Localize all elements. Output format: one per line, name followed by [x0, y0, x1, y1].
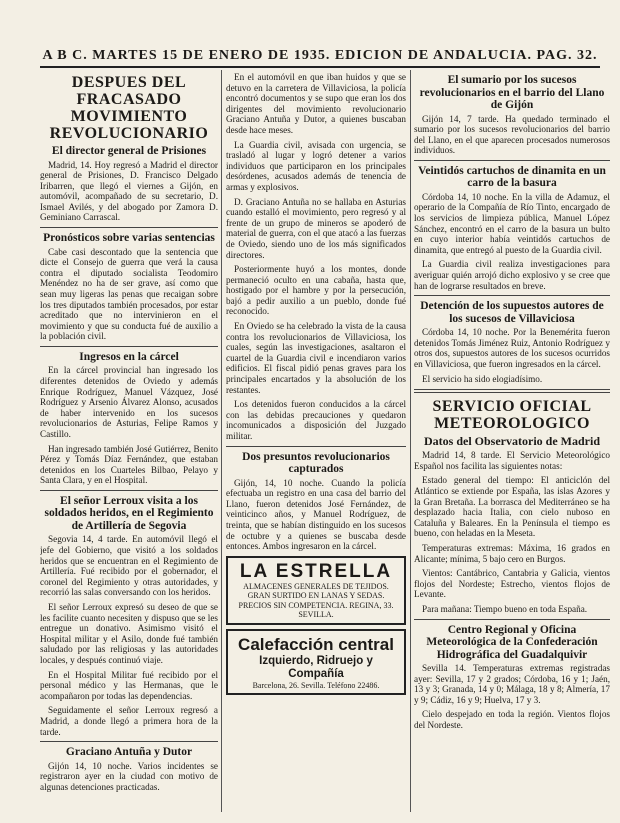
- paragraph: Vientos: Cantábrico, Cantabria y Galicia, vientos flojos del Nordeste; Estrecho, vientos flojos de Levante.: [414, 568, 610, 600]
- paragraph: Estado general del tiempo: El anticiclón del Atlántico se extiende por España, las islas Azores y la Gran Bretaña. La borrasca del Mediterráneo se ha desplazado hacia Italia, con cielo nuboso en Cataluña y Baleares. En la Península el tiempo es bueno, con heladas en la Meseta.: [414, 475, 610, 539]
- ad-title: LA ESTRELLA: [239, 560, 393, 582]
- divider: [414, 295, 610, 296]
- column-1: [40, 72, 218, 812]
- headline-director-prisiones: El director general de Prisiones: [51, 145, 207, 157]
- headline-villaviciosa: Detención de los supuestos autores de los sucesos de Villaviciosa: [420, 300, 604, 325]
- divider: [40, 227, 218, 228]
- paragraph: Los detenidos fueron conducidos a la cárcel con las debidas precauciones y quedaron incomunicados a disposición del Juzgado militar.: [226, 399, 406, 441]
- headline-ingresos-carcel: Ingresos en la cárcel: [79, 350, 179, 363]
- headline-dos-revolucionarios: Dos presuntos revolucionarios capturados: [242, 450, 390, 476]
- ad-address: Barcelona, 26. Sevilla. Teléfono 22486.: [252, 680, 380, 690]
- divider: [40, 741, 218, 742]
- paragraph: Córdoba 14, 10 noche. Por la Benemérita fueron detenidos Tomás Jiménez Ruiz, Antonio Rodríguez y otros dos, supuestos autores de los sucesos ocurridos en Villaviciosa, que fueron ingresados en la cárcel.: [414, 327, 610, 369]
- advertisement-la-estrella: [226, 556, 406, 625]
- divider: [414, 619, 610, 620]
- paragraph: Seguidamente el señor Lerroux regresó a Madrid, a donde llegó a primera hora de la tarde.: [40, 705, 218, 737]
- paragraph: Posteriormente huyó a los montes, donde permaneció oculto en una cabaña, hasta que, hostigado por el hambre y por la persecución, bajó a pedir auxilio a un pueblo, donde fué reconocido.: [226, 264, 406, 317]
- paragraph: Temperaturas extremas: Máxima, 16 grados en Alicante; mínima, 5 bajo cero en Burgos.: [414, 542, 610, 564]
- paragraph: Gijón 14, 10 noche. Varios incidentes se registraron ayer en la ciudad con motivo de algunas detenciones practicadas.: [40, 760, 218, 792]
- paragraph: Sevilla 14. Temperaturas extremas registradas ayer: Sevilla, 17 y 2 grados; Córdoba, 16 y 1; Jaén, 13 y 3; Granada, 14 y 0; Málaga, 18 y 8; Almería, 17 y 9; Cádiz, 16 y 9; Huelva, 17 y 3.: [414, 663, 610, 705]
- ad-subtitle: Izquierdo, Ridruejo y Compañía: [259, 654, 373, 680]
- paragraph: El señor Lerroux expresó su deseo de que se les facilite cuanto necesiten y dispuso que se les entregue un donativo. Asimismo visitó el Hospital militar y el Asilo, donde fué también saludado por las religiosas y las autoridades locales, y después continuó viaje.: [40, 602, 218, 665]
- divider: [414, 389, 610, 393]
- paragraph: En la cárcel provincial han ingresado los diferentes detenidos de Oviedo y además Enrique Rodríguez, Manuel Vázquez, José Rodríguez y Arsenio Álvarez Alonso, acusados de haber intervenido en los sucesos revolucionarios de Asturias, Felipe Ramos y Castillo.: [40, 365, 218, 439]
- main-headline: DESPUES DEL FRACASADO MOVIMIENTO REVOLUCIONARIO: [49, 74, 209, 142]
- headline-centro-regional: Centro Regional y Oficina Meteorológica de la Confederación Hidrográfica del Guadalquivir: [426, 623, 598, 661]
- column-2: [226, 72, 406, 812]
- divider: [226, 446, 406, 447]
- paragraph: D. Graciano Antuña no se hallaba en Asturias cuando estalló el movimiento, pero regresó y al frente de un grupo de mineros se apoderó de material de guerra, con el que atacó a las fuerzas de Oviedo, siendo uno de los más significados directores.: [226, 196, 406, 260]
- paragraph: Gijón 14, 7 tarde. Ha quedado terminado el sumario por los sucesos revolucionarios del barrio del Llano, en el que aparecen procesados numerosos individuos.: [414, 113, 610, 156]
- column-rule-1: [221, 70, 222, 812]
- ad-text: ALMACENES GENERALES DE TEJIDOS. GRAN SURTIDO EN LANAS Y SEDAS. PRECIOS SIN COMPETENCIA. REGINA, 33. SEVILLA.: [238, 581, 394, 620]
- paragraph: La Guardia civil realiza investigaciones para averiguar quién arrojó dicho explosivo y se cree que han de lograrse resultados en breve.: [414, 259, 610, 291]
- paragraph: El servicio ha sido elogiadísimo.: [422, 373, 543, 384]
- headline-observatorio-madrid: Datos del Observatorio de Madrid: [424, 434, 600, 449]
- paragraph: Córdoba 14, 10 noche. En la villa de Adamuz, el operario de la Compañía de Río Tinto, encargado de los servicios de limpieza pública, Manuel López Sánchez, encontró en el carro de la basura un bulto en cuyo interior había veintidós cartuchos de dinamita, que entregó al puesto de la Guardia civil.: [414, 191, 610, 255]
- paragraph: La Guardia civil, avisada con urgencia, se trasladó al lugar y logró detener a varios individuos que participaron en los principales desórdenes, acusados además de tenencia de armas y explosivos.: [226, 139, 406, 192]
- divider: [40, 346, 218, 347]
- headline-servicio-meteorologico: SERVICIO OFICIAL METEOROLOGICO: [432, 398, 592, 433]
- paragraph: Para mañana: Tiempo bueno en toda España.: [422, 603, 588, 614]
- headline-cartuchos-dinamita: Veintidós cartuchos de dinamita en un carro de la basura: [418, 164, 606, 190]
- paragraph: Madrid, 14. Hoy regresó a Madrid el director general de Prisiones, D. Francisco Delgado Iribarren, que llegó el viernes a Gijón, en automóvil, acompañado de su secretario, D. Ismael Avilés, y del abogado por Zamora D. Geminiano Carrascal.: [40, 159, 218, 223]
- paragraph: Cabe casi descontado que la sentencia que dicte el Consejo de guerra que verá la causa contra el diputado socialista Teodomiro Menéndez no ha de ser grave, así como que sean muy ligeras las penas que recaigan sobre los tres diputados también procesados, por estar acreditado que no intervinieron en el movimiento y que su conducta fué de auxilio a la población civil.: [40, 246, 218, 342]
- paragraph: En Oviedo se ha celebrado la vista de la causa contra los revolucionarios de Villaviciosa, los cuales, según las investigaciones, asaltaron el cuartel de la Guardia civil e incendiaron varios edificios. El fiscal pidió penas graves para los principales encartados y la absolución de los restantes.: [226, 321, 406, 395]
- advertisement-calefaccion: [226, 629, 406, 696]
- divider: [40, 490, 218, 491]
- column-3: [414, 72, 610, 812]
- paragraph: Madrid 14, 8 tarde. El Servicio Meteorológico Español nos facilita las siguientes notas:: [414, 450, 610, 471]
- masthead: A B C. MARTES 15 DE ENERO DE 1935. EDICION DE ANDALUCIA. PAG. 32.: [40, 46, 600, 68]
- ad-title: Calefacción central: [238, 634, 394, 654]
- paragraph: Segovia 14, 4 tarde. En automóvil llegó el jefe del Gobierno, que visitó a los soldados heridos que se encuentran en el Regimiento de Artillería. Fué recibido por el gobernador, el coronel del Regimiento y otras autoridades, y recorrió las salas conversando con los heridos.: [40, 534, 218, 598]
- paragraph: En el automóvil en que iban huidos y que se detuvo en la carretera de Villaviciosa, la policía encontró documentos y se supo que eran los dos dirigentes del movimiento revolucionario Graciano Antuña y Dutor, a quienes buscaban desde hace meses.: [226, 72, 406, 135]
- column-rule-2: [410, 70, 411, 812]
- paragraph: Gijón, 14, 10 noche. Cuando la policía efectuaba un registro en una casa del barrio del Llano, fueron detenidos José Fernández, de veinticinco años, y Manuel Rodríguez, de treinta, que se habían distinguido en los sucesos de octubre y a quienes se buscaba desde entonces. Ambos ingresaron en la cárcel.: [226, 477, 406, 552]
- paragraph: Cielo despejado en toda la región. Vientos flojos del Nordeste.: [414, 709, 610, 730]
- paragraph: Han ingresado también José Gutiérrez, Benito Pérez y Tomás Díaz Fernández, que estaban detenidos en los Cuarteles Bilbao, Pelayo y Santa Clara, y en el Hospital.: [40, 443, 218, 486]
- headline-antuna-dutor: Graciano Antuña y Dutor: [65, 746, 193, 759]
- headline-pronosticos: Pronósticos sobre varias sentencias: [43, 232, 215, 245]
- paragraph: En el Hospital Militar fué recibido por el personal médico y las Hermanas, que le acompañaron por todas las dependencias.: [40, 669, 218, 701]
- divider: [414, 160, 610, 161]
- headline-lerroux-visita: El señor Lerroux visita a los soldados heridos, en el Regimiento de Artillería de Segovia: [44, 494, 214, 532]
- headline-sumario-llano: El sumario por los sucesos revolucionarios en el barrio del Llano de Gijón: [419, 74, 605, 111]
